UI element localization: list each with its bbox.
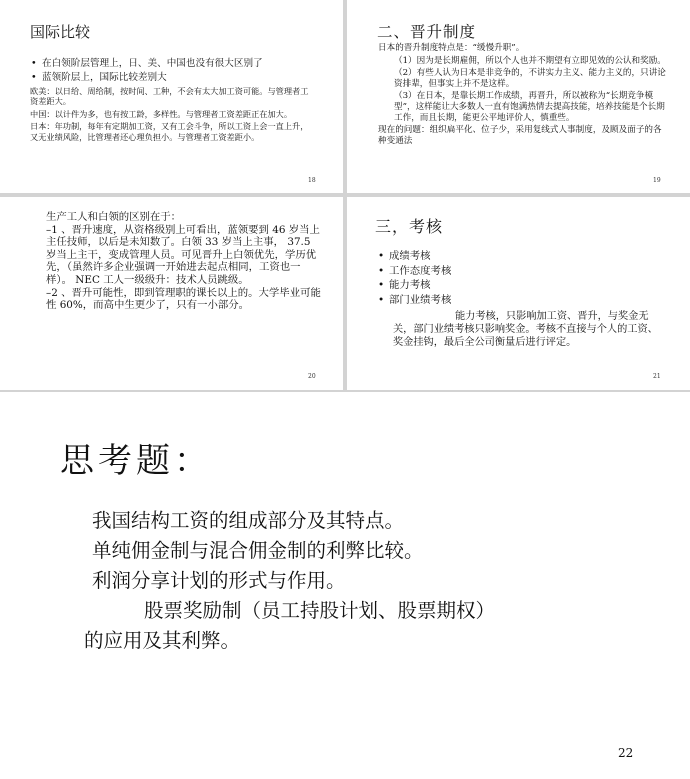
paragraph: 能力考核，只影响加工资、晋升，与奖金无关，部门业绩考核只影响奖金。考核不直接与个人的工资、奖金挂钩，最后全公司衡量后进行评定。 [393,311,658,348]
paragraph: （1）因为是长期雇佣，所以个人也并不期望有立即见效的公认和奖励。 [394,55,666,66]
page-number: 18 [308,177,316,184]
question-item: 单纯佣金制与混合佣金制的利弊比较。 [92,539,424,562]
slide-title: 国际比较 [30,23,91,41]
slide-18 [0,0,343,193]
page-number: 20 [308,373,316,380]
paragraph: –1 、晋升速度，从资格级别上可看出，蓝领要到 46 岁当上主任技师，以后是未知数了。白领 33 岁当上主事， 37.5 岁当上主干，变成管理人员。可见晋升上白领优先，学历优先，（虽然许多企业强调一开始进去起点相同，工资也一样）。 NEC 工人一级级升：技术人员跳级。 [46,223,320,286]
paragraph: （3）在日本，是靠长期工作成绩，再晋升，所以被称为“长期竞争模型”，这样能让大多数人一直有饱满热情去提高技能，培养技能是个长期工作，而且长期，能更公平地评价人，慎重些。 [394,91,665,123]
paragraph: –2 、晋升可能性，即到管理职的课长以上的。大学毕业可能性 60%，而高中生更少了，只有一小部分。 [46,286,321,312]
question-item: 的应用及其利弊。 [84,629,241,652]
slide-21 [347,197,690,390]
list-item: • 部门业绩考核 [377,293,637,308]
slide-19 [347,0,690,193]
slide-title: 二、晋升制度 [377,23,477,41]
list-item: • 蓝领阶层上，国际比较差别大 [30,72,310,84]
slide-title: 思考题： [60,441,212,481]
list-item: • 工作态度考核 [377,264,637,279]
note-text [393,311,661,349]
list-item: • 在白领阶层管理上，日、美、中国也没有很大区别了 [30,58,310,70]
paragraph: 日本的晋升制度特点是：“缓慢升职”。 [378,43,525,53]
paragraph: 日本：年功制，每年有定期加工资，又有工会斗争，所以工资上会一直上升，又无业绩风险，比管理者还心理负担小。与管理者工资差距小。 [30,121,309,142]
page-number: 19 [653,177,661,184]
question-item: 我国结构工资的组成部分及其特点。 [92,509,405,532]
bullet-list [377,249,637,307]
question-list [84,506,652,656]
slide-title: 三，考核 [375,217,444,236]
list-item: • 能力考核 [377,278,637,293]
paragraph: （2）有些人认为日本是非竞争的，不讲实力主义、能力主义的，只讲论资排辈，但事实上并不是这样。 [394,68,666,89]
slide-body [30,58,310,144]
page-number: 22 [618,746,634,760]
paragraph: 生产工人和白领的区别在于： [46,211,182,223]
question-item: 股票奖励制（员工持股计划、股票期权） [144,599,496,622]
question-item: 利润分享计划的形式与作用。 [92,569,346,592]
paragraph: 欧美：以日给、周给制，按时间、工种，不会有太大加工资可能。与管理者工资差距大。 [30,86,309,107]
slide-body [378,43,668,148]
page-number: 21 [653,373,661,380]
slide-20 [0,197,343,390]
list-item: • 成绩考核 [377,249,637,264]
bullet-list [30,58,310,84]
slide-body [46,211,324,312]
paragraph: 中国：以计件为多，也有按工龄，多样性。与管理者工资差距正在加大。 [30,108,293,119]
paragraph: 现在的问题：组织扁平化、位子少，采用复线式人事制度，及顾及面子的各种变通法 [378,125,662,146]
slide-22 [0,392,690,779]
